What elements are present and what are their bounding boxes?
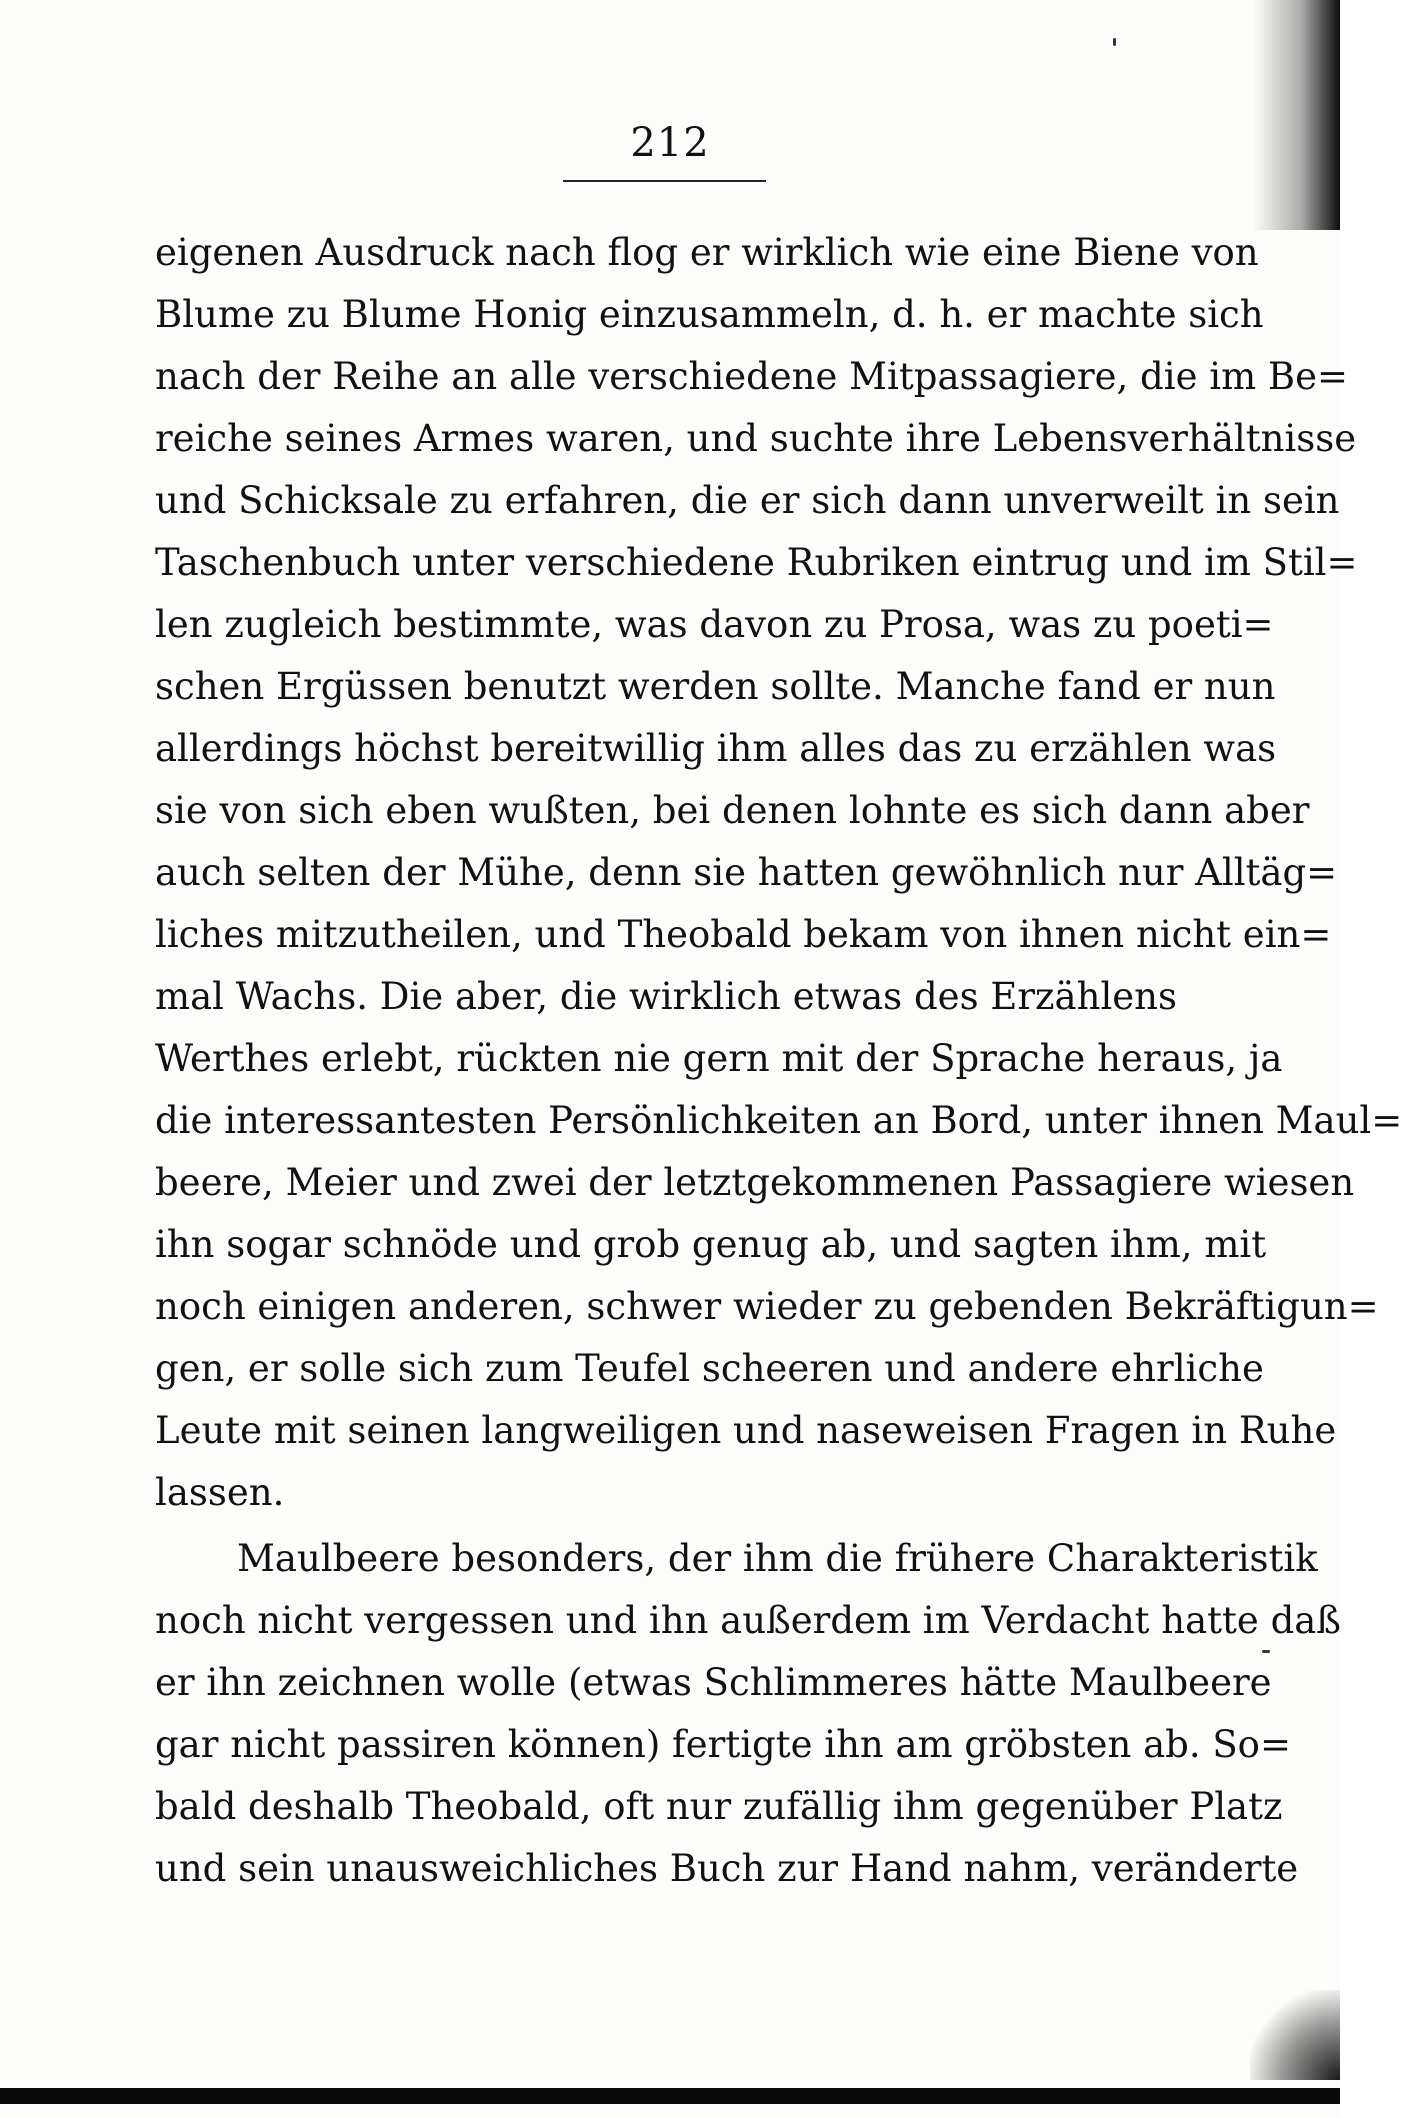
body-text <box>155 222 1402 1900</box>
text-line: sie von sich eben wußten, bei denen lohnte es sich dann aber <box>155 789 1310 832</box>
scan-edge-shadow <box>1253 0 1340 230</box>
text-line: eigenen Ausdruck nach flog er wirklich wie eine Biene von <box>155 231 1259 274</box>
text-line: er ihn zeichnen wolle (etwas Schlimmeres hätte Maulbeere <box>155 1661 1272 1704</box>
scan-speck <box>1113 38 1116 46</box>
text-line: schen Ergüssen benutzt werden sollte. Manche fand er nun <box>155 665 1276 708</box>
text-line: Leute mit seinen langweiligen und naseweisen Fragen in Ruhe <box>155 1409 1337 1452</box>
text-line: len zugleich bestimmte, was davon zu Prosa, was zu poeti= <box>155 603 1274 646</box>
paragraph-start-line: Maulbeere besonders, der ihm die frühere Charakteristik <box>237 1537 1318 1580</box>
text-line: allerdings höchst bereitwillig ihm alles das zu erzählen was <box>155 727 1277 770</box>
text-line: mal Wachs. Die aber, die wirklich etwas des Erzählens <box>155 975 1177 1018</box>
scan-speck <box>1262 1650 1270 1653</box>
scan-corner-smudge <box>1250 1990 1340 2080</box>
text-line: und sein unausweichliches Buch zur Hand nahm, veränderte <box>155 1847 1299 1890</box>
text-line: bald deshalb Theobald, oft nur zufällig ihm gegenüber Platz <box>155 1785 1283 1828</box>
scan-bottom-edge <box>0 2088 1340 2104</box>
text-line: gar nicht passiren können) fertigte ihn am gröbsten ab. So= <box>155 1723 1291 1766</box>
text-line: noch nicht vergessen und ihn außerdem im Verdacht hatte daß <box>155 1599 1342 1642</box>
text-line: ihn sogar schnöde und grob genug ab, und sagten ihm, mit <box>155 1223 1267 1266</box>
text-line: Taschenbuch unter verschiedene Rubriken eintrug und im Stil= <box>155 541 1358 584</box>
text-line: beere, Meier und zwei der letztgekommenen Passagiere wiesen <box>155 1161 1355 1204</box>
text-line: noch einigen anderen, schwer wieder zu gebenden Bekräftigun= <box>155 1285 1379 1328</box>
text-line: gen, er solle sich zum Teufel scheeren und andere ehrliche <box>155 1347 1264 1390</box>
header-rule <box>563 180 766 182</box>
text-line: Werthes erlebt, rückten nie gern mit der Sprache heraus, ja <box>155 1037 1283 1080</box>
text-line: reiche seines Armes waren, und suchte ihre Lebensverhältnisse <box>155 417 1357 460</box>
page-number: 212 <box>630 120 710 166</box>
text-line: lassen. <box>155 1471 285 1514</box>
text-line: auch selten der Mühe, denn sie hatten gewöhnlich nur Alltäg= <box>155 851 1338 894</box>
text-line: nach der Reihe an alle verschiedene Mitpassagiere, die im Be= <box>155 355 1348 398</box>
text-line: und Schicksale zu erfahren, die er sich dann unverweilt in sein <box>155 479 1340 522</box>
text-line: Blume zu Blume Honig einzusammeln, d. h. er machte sich <box>155 293 1264 336</box>
text-line: liches mitzutheilen, und Theobald bekam von ihnen nicht ein= <box>155 913 1332 956</box>
text-line: die interessantesten Persönlichkeiten an Bord, unter ihnen Maul= <box>155 1099 1402 1142</box>
